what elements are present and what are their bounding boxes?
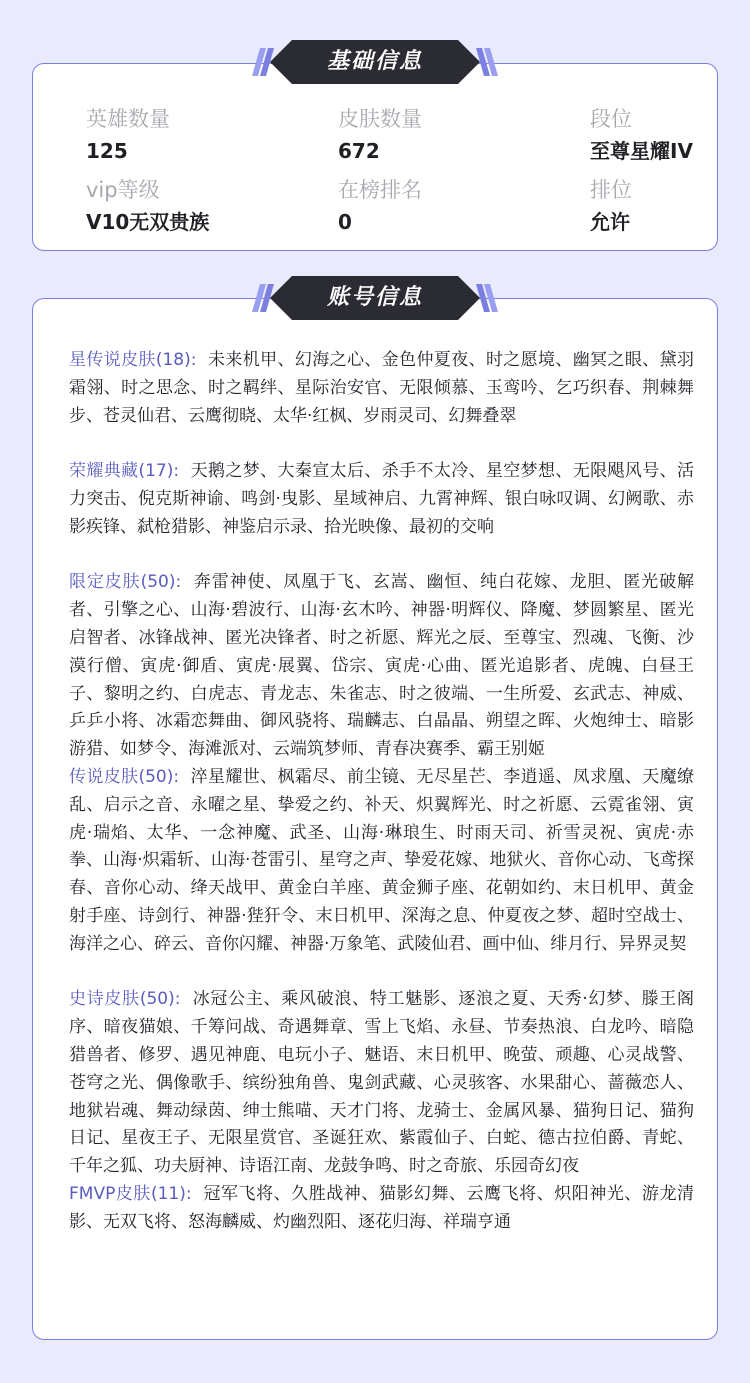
stat-rank-tier (590, 104, 750, 164)
stat-label: 英雄数量 (86, 107, 170, 131)
skin-category-label: 限定皮肤(50): (69, 572, 182, 593)
stat-label: 段位 (590, 107, 632, 131)
stat-value: V10无双贵族 (86, 210, 210, 234)
skin-items: 淬星耀世、枫霜尽、前尘镜、无尽星芒、李逍遥、凤求凰、天魔缭乱、启示之音、永曜之星、挚爱之约、补天、炽翼辉光、时之祈愿、云霓雀翎、寅虎·瑞焰、太华、一念神魔、武圣、山海·琳琅生、时雨天司、祈雪灵祝、寅虎·赤拳、山海·炽霜斩、山海·苍雷引、星穹之声、挚爱花嫁、地狱火、音你心动、飞鸢探春、音你心动、绛天战甲、黄金白羊座、黄金狮子座、花朝如约、末日机甲、黄金射手座、诗剑行、神器·狴犴令、末日机甲、深海之息、仲夏夜之梦、超时空战士、海洋之心、碎云、音你闪耀、神器·万象笔、武陵仙君、画中仙、绯月行、异界灵契 (69, 766, 695, 954)
stat-label: 在榜排名 (338, 178, 422, 202)
skin-category-label: FMVP皮肤(11): (69, 1183, 192, 1204)
stat-value: 至尊星耀IV (590, 139, 693, 163)
skin-section-glory-collection (69, 458, 694, 541)
skin-section-epic (69, 986, 694, 1181)
stat-value: 125 (86, 139, 128, 163)
stat-hero-count (86, 104, 286, 164)
stat-value: 672 (338, 139, 380, 163)
skin-items: 奔雷神使、凤凰于飞、玄嵩、幽恒、纯白花嫁、龙胆、匿光破解者、引擎之心、山海·碧波行、山海·玄木吟、神器·明辉仪、降魔、梦圆繁星、匿光启智者、冰锋战神、匿光决锋者、时之祈愿、辉光之辰、至尊宝、烈魂、飞衡、沙漠行僧、寅虎·御盾、寅虎·展翼、岱宗、寅虎·心曲、匿光追影者、虎魄、白昼王子、黎明之约、白虎志、青龙志、朱雀志、时之彼端、一生所爱、玄武志、神威、乒乒小将、冰霜恋舞曲、御风骁将、瑞麟志、白晶晶、朔望之晖、火炮绅士、暗影游猎、如梦令、海滩派对、云端筑梦师、青春决赛季、霸王别姬 (69, 572, 695, 760)
basic-info-banner (250, 38, 500, 88)
stat-label: 皮肤数量 (338, 107, 422, 131)
skin-category-label: 荣耀典藏(17): (69, 461, 180, 482)
skin-section-star-legend (69, 347, 694, 430)
stat-value: 0 (338, 210, 352, 234)
stat-label: 排位 (590, 178, 632, 202)
account-info-banner (250, 274, 500, 324)
skin-items: 天鹅之梦、大秦宣太后、杀手不太冷、星空梦想、无限飓风号、活力突击、倪克斯神谕、鸣剑·曳影、星域神启、九霄神辉、银白咏叹调、幻阙歌、赤影疾锋、弑枪猎影、神鉴启示录、拾光映像、最初的交响 (69, 461, 695, 537)
section-gap (69, 430, 694, 458)
skin-category-label: 史诗皮肤(50): (69, 989, 181, 1010)
skin-section-legend (69, 764, 694, 959)
skin-items: 冰冠公主、乘风破浪、特工魅影、逐浪之夏、天秀·幻梦、滕王阁序、暗夜猫娘、千筹问战、奇遇舞章、雪上飞焰、永昼、节奏热浪、白龙吟、暗隐猎兽者、修罗、遇见神鹿、电玩小子、魅语、末日机甲、晚萤、顽趣、心灵战警、苍穹之光、偶像歌手、缤纷独角兽、鬼剑武藏、心灵骇客、水果甜心、蔷薇恋人、地狱岩魂、舞动绿茵、绅士熊喵、天才门将、龙骑士、金属风暴、猫狗日记、猫狗日记、星夜王子、无限星赏官、圣诞狂欢、紫霞仙子、白蛇、德古拉伯爵、青蛇、千年之狐、功夫厨神、诗语江南、龙鼓争鸣、时之奇旅、乐园奇幻夜 (69, 989, 694, 1177)
account-info-card (32, 298, 718, 1340)
skin-section-limited (69, 569, 694, 764)
stat-leaderboard-rank (338, 175, 538, 235)
basic-info-card (32, 63, 718, 251)
stat-ranked-allowed (590, 175, 750, 235)
section-gap (69, 959, 694, 987)
stat-label: vip等级 (86, 178, 160, 202)
skin-category-label: 星传说皮肤(18): (69, 350, 197, 370)
stat-vip-level (86, 175, 286, 235)
section-title: 账号信息 (326, 285, 423, 310)
skin-section-fmvp (69, 1181, 694, 1237)
skin-items: 冠军飞将、久胜战神、猫影幻舞、云鹰飞将、炽阳神光、游龙清影、无双飞将、怒海麟威、灼幽烈阳、逐花归海、祥瑞亨通 (69, 1183, 695, 1232)
section-gap (69, 542, 694, 570)
stat-skin-count (338, 104, 538, 164)
section-title: 基础信息 (326, 49, 423, 74)
skin-category-label: 传说皮肤(50): (69, 766, 180, 787)
skin-list (69, 347, 694, 1237)
stat-value: 允许 (590, 210, 630, 234)
skin-items: 未来机甲、幻海之心、金色仲夏夜、时之愿境、幽冥之眼、黛羽霜翎、时之思念、时之羁绊、星际治安官、无限倾慕、玉鸾吟、乞巧织春、荆棘舞步、苍灵仙君、云鹰彻晓、太华·红枫、岁雨灵司、幻舞叠翠 (69, 350, 695, 426)
